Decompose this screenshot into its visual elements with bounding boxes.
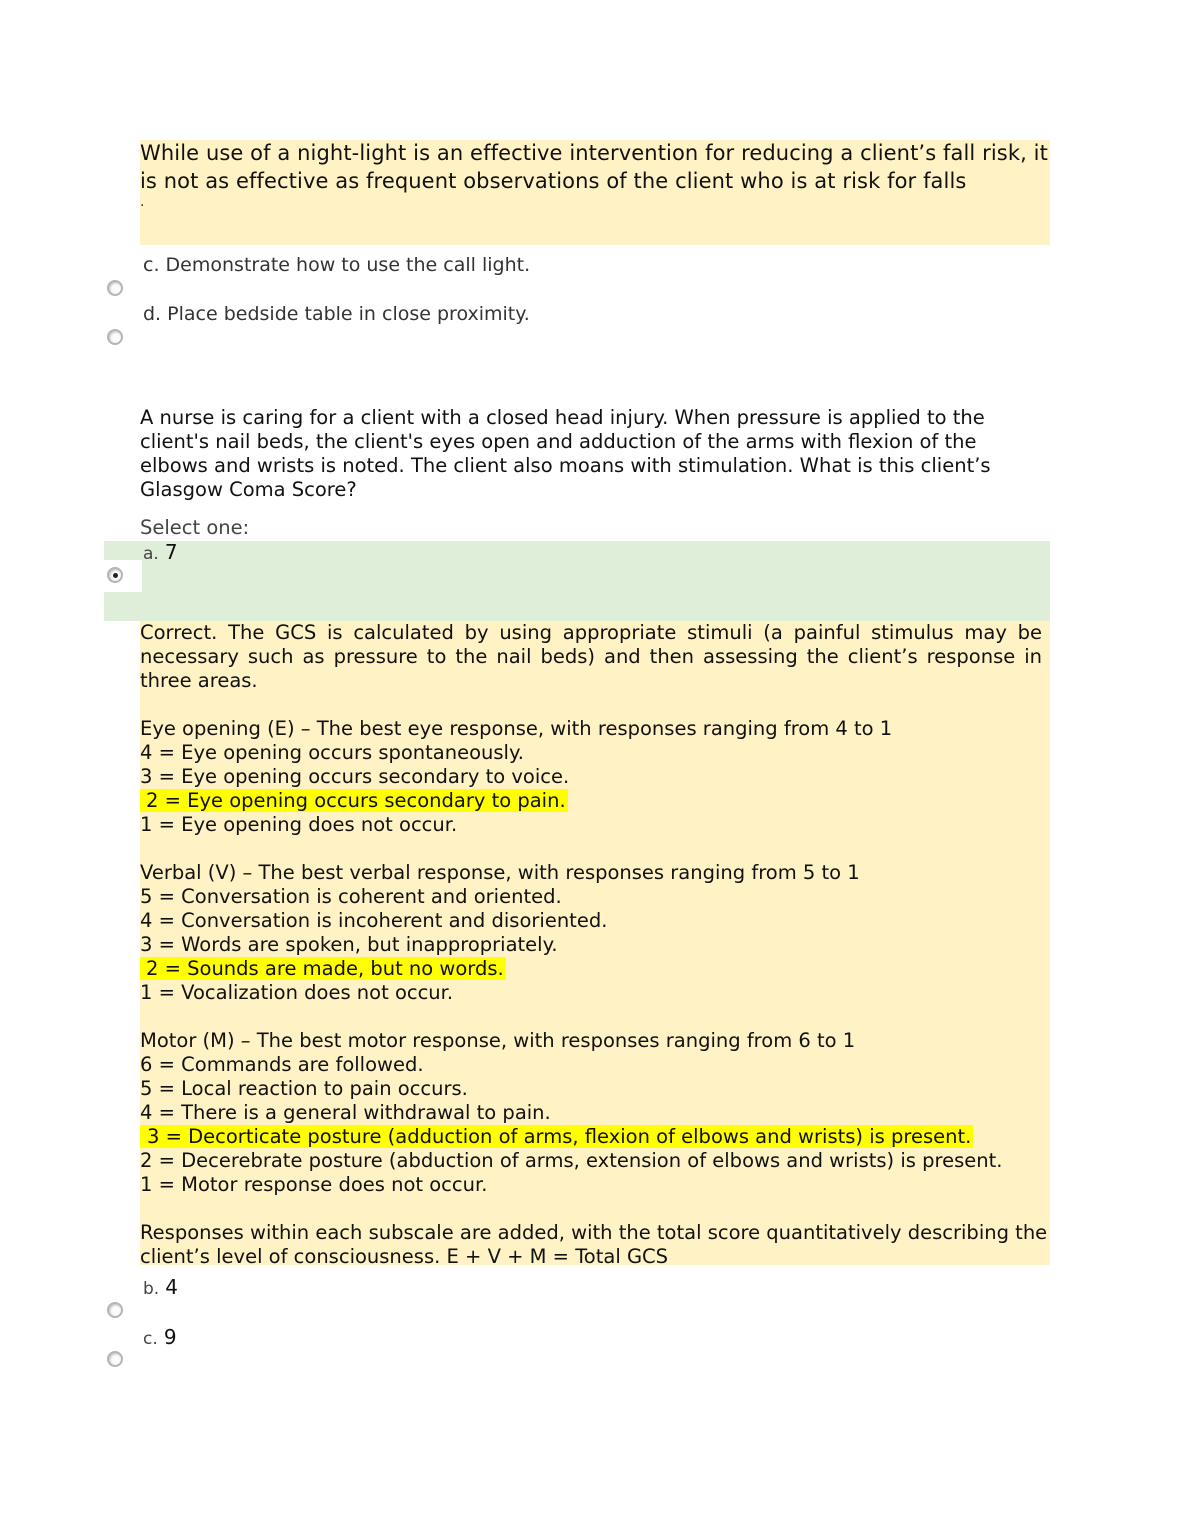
previous-feedback-trailing: .: [140, 194, 145, 210]
verbal-header: Verbal (V) – The best verbal response, with responses ranging from 5 to 1: [140, 861, 860, 884]
option-c-radio[interactable]: [107, 1351, 123, 1367]
verbal-line-1: 1 = Vocalization does not occur.: [140, 981, 454, 1004]
selected-answer-row: [104, 541, 1050, 621]
motor-line-3-highlighted: [140, 1125, 1050, 1149]
previous-feedback: [140, 140, 1050, 245]
option-a-letter: a.: [143, 544, 159, 564]
feedback-content: [140, 621, 1050, 1269]
prev-option-c-radio[interactable]: [107, 280, 123, 296]
motor-header: Motor (M) – The best motor response, with responses ranging from 6 to 1: [140, 1029, 856, 1052]
prev-option-c-text: Demonstrate how to use the call light.: [165, 254, 531, 276]
select-one-label: Select one:: [140, 516, 250, 539]
feedback-summary: Responses within each subscale are added, with the total score quantitatively describing the client’s level of consciousness. E + V + M = Total GCS: [140, 1221, 1048, 1268]
verbal-line-5: 5 = Conversation is coherent and oriented.: [140, 885, 562, 908]
option-a-radio[interactable]: [107, 567, 123, 583]
option-c-letter: c.: [143, 1329, 158, 1349]
option-b-radio[interactable]: [107, 1302, 123, 1318]
verbal-line-3: 3 = Words are spoken, but inappropriately.: [140, 933, 558, 956]
previous-feedback-text: While use of a night-light is an effective intervention for reducing a client’s fall risk, it is not as effective as frequent observations of the client who is at risk for falls: [140, 141, 1048, 193]
prev-option-d-text: Place bedside table in close proximity.: [167, 303, 530, 325]
option-a-value: 7: [164, 540, 178, 564]
verbal-highlight: 2 = Sounds are made, but no words.: [140, 957, 506, 980]
motor-line-2: 2 = Decerebrate posture (abduction of arms, extension of elbows and wrists) is present.: [140, 1149, 1003, 1172]
motor-line-4: 4 = There is a general withdrawal to pain.: [140, 1101, 551, 1124]
prev-option-d-radio[interactable]: [107, 329, 123, 345]
prev-option-c-letter: c.: [143, 254, 160, 276]
verbal-line-2-highlighted: [140, 957, 1050, 981]
motor-line-5: 5 = Local reaction to pain occurs.: [140, 1077, 468, 1100]
option-b-value: 4: [165, 1275, 178, 1299]
motor-line-6: 6 = Commands are followed.: [140, 1053, 424, 1076]
eye-line-1: 1 = Eye opening does not occur.: [140, 813, 458, 836]
eye-line-4: 4 = Eye opening occurs spontaneously.: [140, 741, 524, 764]
motor-highlight: 3 = Decorticate posture (adduction of arms, flexion of elbows and wrists) is present.: [140, 1125, 973, 1148]
prev-option-d-letter: d.: [143, 303, 162, 325]
option-b: [143, 1275, 178, 1299]
eye-line-2-highlighted: [140, 789, 1050, 813]
option-a: [143, 540, 178, 564]
motor-line-1: 1 = Motor response does not occur.: [140, 1173, 488, 1196]
prev-option-c: [143, 254, 530, 276]
prev-option-d: [143, 303, 530, 325]
option-c-value: 9: [163, 1325, 177, 1349]
question-text: A nurse is caring for a client with a closed head injury. When pressure is applied to the client's nail beds, the client's eyes open and adduction of the arms with flexion of the elbows and wrists is noted. The client also moans with stimulation. What is this client’s Glasgow Coma Score?: [140, 406, 991, 501]
option-b-letter: b.: [143, 1279, 160, 1299]
eye-highlight: 2 = Eye opening occurs secondary to pain.: [140, 789, 568, 812]
option-c: [143, 1325, 177, 1349]
eye-header: Eye opening (E) – The best eye response, with responses ranging from 4 to 1: [140, 717, 893, 740]
feedback-intro: Correct. The GCS is calculated by using appropriate stimuli (a painful stimulus may be necessary such as pressure to the nail beds) and then assessing the client’s response in three areas.: [140, 621, 1042, 692]
verbal-line-4: 4 = Conversation is incoherent and disoriented.: [140, 909, 608, 932]
eye-line-3: 3 = Eye opening occurs secondary to voice.: [140, 765, 570, 788]
